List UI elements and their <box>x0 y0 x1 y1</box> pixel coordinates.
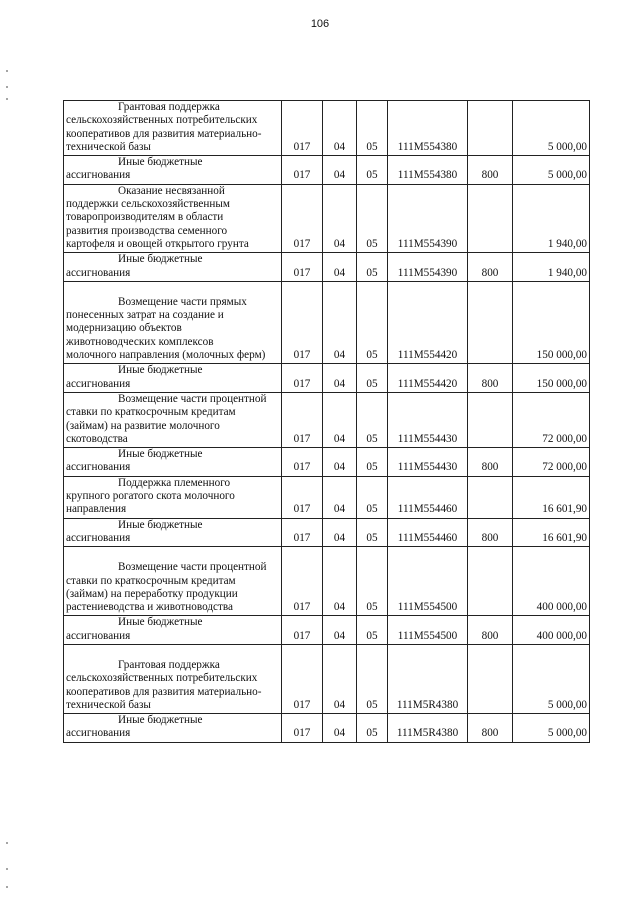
amount-cell: 16 601,90 <box>513 476 590 518</box>
target-article-cell: 111М554380 <box>388 101 468 156</box>
item-name-line: Иные бюджетные <box>118 448 203 461</box>
admin-code-cell: 017 <box>282 364 323 393</box>
section-code-cell: 04 <box>323 392 357 447</box>
expense-type-cell <box>468 184 513 252</box>
subsection-code-cell: 05 <box>357 714 388 743</box>
target-article-cell: 111М554460 <box>388 476 468 518</box>
amount-cell: 5 000,00 <box>513 156 590 185</box>
item-name-line: технической базы <box>66 698 151 711</box>
section-code-cell: 04 <box>323 476 357 518</box>
item-name-line: животноводческих комплексов <box>66 335 214 348</box>
item-name-line: скотоводства <box>66 432 128 445</box>
target-article-cell: 111М554390 <box>388 253 468 282</box>
amount-cell: 400 000,00 <box>513 616 590 645</box>
target-article-cell: 111М554420 <box>388 364 468 393</box>
amount-cell: 5 000,00 <box>513 644 590 713</box>
table-row <box>64 156 590 185</box>
item-name-cell <box>64 547 282 616</box>
amount-cell: 150 000,00 <box>513 281 590 363</box>
scan-mark <box>6 842 8 844</box>
admin-code-cell: 017 <box>282 281 323 363</box>
item-name-line: ассигнования <box>66 266 131 279</box>
item-name-line: ставки по краткосрочным кредитам <box>66 574 236 587</box>
subsection-code-cell: 05 <box>357 156 388 185</box>
table-row <box>64 253 590 282</box>
item-name-line: ассигнования <box>66 727 131 740</box>
item-name-line: Иные бюджетные <box>118 518 203 531</box>
item-name-cell <box>64 644 282 713</box>
item-name-line: Возмещение части прямых <box>118 295 247 308</box>
item-name-line: товаропроизводителям в области <box>66 211 224 224</box>
scan-mark <box>6 70 8 72</box>
amount-cell: 5 000,00 <box>513 714 590 743</box>
expense-type-cell <box>468 547 513 616</box>
item-name-line: ассигнования <box>66 461 131 474</box>
item-name-line: поддержки сельскохозяйственным <box>66 198 230 211</box>
target-article-cell: 111М554430 <box>388 448 468 477</box>
item-name-line: Возмещение части процентной <box>118 561 267 574</box>
expense-type-cell <box>468 644 513 713</box>
item-name-line: Оказание несвязанной <box>118 184 225 197</box>
section-code-cell: 04 <box>323 616 357 645</box>
target-article-cell: 111М554460 <box>388 518 468 547</box>
item-name-line: крупного рогатого скота молочного <box>66 490 235 503</box>
amount-cell: 150 000,00 <box>513 364 590 393</box>
amount-cell: 72 000,00 <box>513 392 590 447</box>
item-name-line: ассигнования <box>66 377 131 390</box>
table-row <box>64 448 590 477</box>
section-code-cell: 04 <box>323 253 357 282</box>
item-name-line: направления <box>66 503 127 516</box>
admin-code-cell: 017 <box>282 392 323 447</box>
table-row <box>64 392 590 447</box>
admin-code-cell: 017 <box>282 448 323 477</box>
item-name-cell <box>64 518 282 547</box>
expense-type-cell: 800 <box>468 448 513 477</box>
admin-code-cell: 017 <box>282 253 323 282</box>
subsection-code-cell: 05 <box>357 547 388 616</box>
item-name-line: Иные бюджетные <box>118 156 203 169</box>
target-article-cell: 111М554420 <box>388 281 468 363</box>
table-row <box>64 644 590 713</box>
item-name-cell <box>64 281 282 363</box>
budget-table <box>63 100 590 743</box>
item-name-line: ассигнования <box>66 531 131 544</box>
item-name-line: кооперативов для развития материально- <box>66 127 262 140</box>
item-name-line: Возмещение части процентной <box>118 392 267 405</box>
scan-mark <box>6 886 8 888</box>
subsection-code-cell: 05 <box>357 364 388 393</box>
item-name-line: модернизацию объектов <box>66 322 182 335</box>
admin-code-cell: 017 <box>282 547 323 616</box>
subsection-code-cell: 05 <box>357 281 388 363</box>
item-name-line: (займам) на переработку продукции <box>66 587 238 600</box>
item-name-cell <box>64 364 282 393</box>
item-name-cell <box>64 392 282 447</box>
target-article-cell: 111М554430 <box>388 392 468 447</box>
item-name-cell <box>64 156 282 185</box>
scan-mark <box>6 98 8 100</box>
target-article-cell: 111М5R4380 <box>388 644 468 713</box>
admin-code-cell: 017 <box>282 644 323 713</box>
item-name-line: Грантовая поддержка <box>118 658 220 671</box>
subsection-code-cell: 05 <box>357 184 388 252</box>
section-code-cell: 04 <box>323 156 357 185</box>
subsection-code-cell: 05 <box>357 392 388 447</box>
table-row <box>64 714 590 743</box>
table-row <box>64 476 590 518</box>
item-name-line: развития производства семенного <box>66 224 228 237</box>
table-row <box>64 547 590 616</box>
subsection-code-cell: 05 <box>357 448 388 477</box>
expense-type-cell: 800 <box>468 616 513 645</box>
item-name-line: Иные бюджетные <box>118 714 203 727</box>
page-number: 106 <box>310 18 330 30</box>
subsection-code-cell: 05 <box>357 253 388 282</box>
item-name-line: ассигнования <box>66 629 131 642</box>
target-article-cell: 111М554390 <box>388 184 468 252</box>
section-code-cell: 04 <box>323 364 357 393</box>
expense-type-cell: 800 <box>468 364 513 393</box>
section-code-cell: 04 <box>323 644 357 713</box>
item-name-cell <box>64 184 282 252</box>
target-article-cell: 111М554500 <box>388 616 468 645</box>
item-name-cell <box>64 448 282 477</box>
amount-cell: 1 940,00 <box>513 184 590 252</box>
table-row <box>64 364 590 393</box>
subsection-code-cell: 05 <box>357 518 388 547</box>
item-name-cell <box>64 476 282 518</box>
item-name-cell <box>64 101 282 156</box>
section-code-cell: 04 <box>323 101 357 156</box>
section-code-cell: 04 <box>323 547 357 616</box>
item-name-line: Иные бюджетные <box>118 364 203 377</box>
item-name-line: Иные бюджетные <box>118 616 203 629</box>
admin-code-cell: 017 <box>282 184 323 252</box>
item-name-line: растениеводства и животноводства <box>66 601 233 614</box>
item-name-line: ассигнования <box>66 169 131 182</box>
item-name-cell <box>64 714 282 743</box>
admin-code-cell: 017 <box>282 518 323 547</box>
scan-mark <box>6 868 8 870</box>
scan-mark <box>6 86 8 88</box>
section-code-cell: 04 <box>323 714 357 743</box>
table-row <box>64 616 590 645</box>
target-article-cell: 111М554380 <box>388 156 468 185</box>
item-name-line: понесенных затрат на создание и <box>66 309 224 322</box>
target-article-cell: 111М554500 <box>388 547 468 616</box>
item-name-line: Иные бюджетные <box>118 253 203 266</box>
subsection-code-cell: 05 <box>357 101 388 156</box>
amount-cell: 5 000,00 <box>513 101 590 156</box>
admin-code-cell: 017 <box>282 101 323 156</box>
expense-type-cell: 800 <box>468 518 513 547</box>
item-name-line: картофеля и овощей открытого грунта <box>66 237 249 250</box>
expense-type-cell: 800 <box>468 156 513 185</box>
item-name-line: Грантовая поддержка <box>118 101 220 113</box>
item-name-line: сельскохозяйственных потребительских <box>66 672 258 685</box>
expense-type-cell <box>468 101 513 156</box>
item-name-line: сельскохозяйственных потребительских <box>66 114 258 127</box>
section-code-cell: 04 <box>323 518 357 547</box>
admin-code-cell: 017 <box>282 714 323 743</box>
section-code-cell: 04 <box>323 184 357 252</box>
table-row <box>64 518 590 547</box>
table-row <box>64 281 590 363</box>
item-name-line: ставки по краткосрочным кредитам <box>66 406 236 419</box>
subsection-code-cell: 05 <box>357 644 388 713</box>
expense-type-cell: 800 <box>468 714 513 743</box>
amount-cell: 16 601,90 <box>513 518 590 547</box>
amount-cell: 72 000,00 <box>513 448 590 477</box>
item-name-line: (займам) на развитие молочного <box>66 419 220 432</box>
item-name-line: Поддержка племенного <box>118 476 231 489</box>
table-row <box>64 101 590 156</box>
item-name-line: молочного направления (молочных ферм) <box>66 349 266 362</box>
expense-type-cell <box>468 392 513 447</box>
amount-cell: 1 940,00 <box>513 253 590 282</box>
target-article-cell: 111М5R4380 <box>388 714 468 743</box>
admin-code-cell: 017 <box>282 616 323 645</box>
section-code-cell: 04 <box>323 448 357 477</box>
item-name-cell <box>64 616 282 645</box>
subsection-code-cell: 05 <box>357 616 388 645</box>
expense-type-cell <box>468 476 513 518</box>
admin-code-cell: 017 <box>282 476 323 518</box>
item-name-line: технической базы <box>66 140 151 153</box>
expense-type-cell <box>468 281 513 363</box>
section-code-cell: 04 <box>323 281 357 363</box>
item-name-line: кооперативов для развития материально- <box>66 685 262 698</box>
subsection-code-cell: 05 <box>357 476 388 518</box>
item-name-cell <box>64 253 282 282</box>
expense-type-cell: 800 <box>468 253 513 282</box>
table-row <box>64 184 590 252</box>
amount-cell: 400 000,00 <box>513 547 590 616</box>
admin-code-cell: 017 <box>282 156 323 185</box>
